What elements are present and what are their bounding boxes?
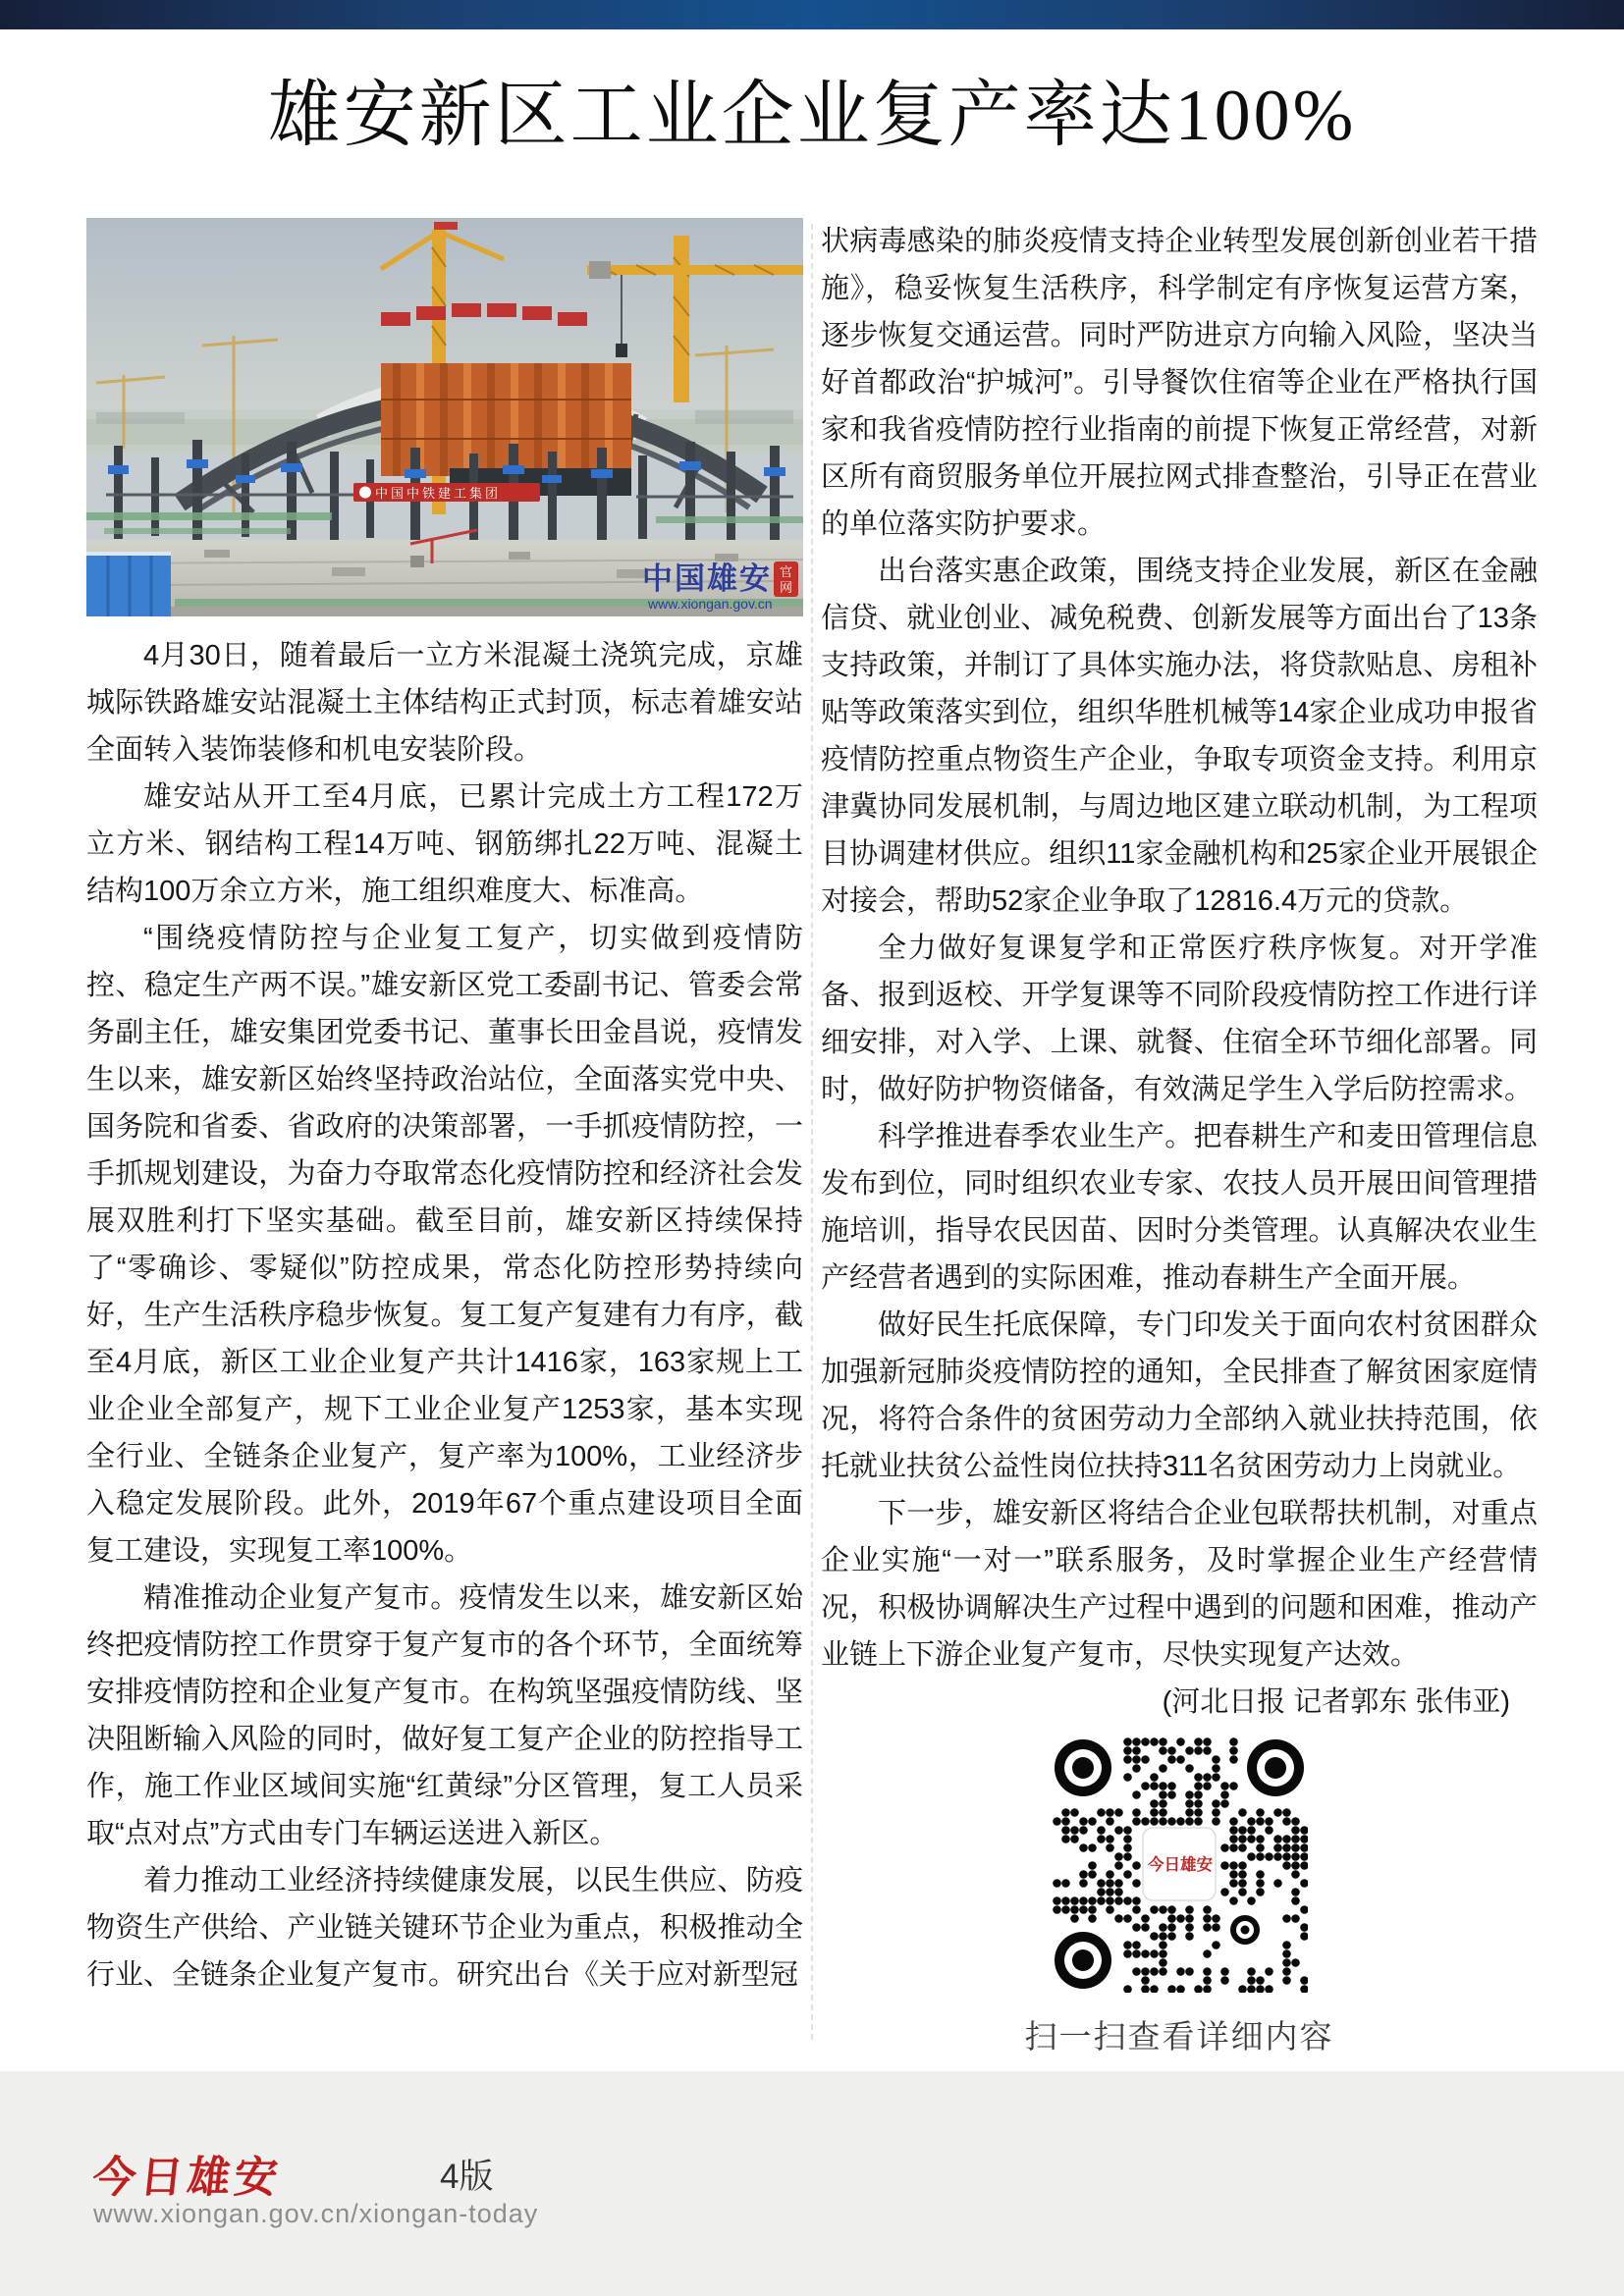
right-column-text <box>821 218 1538 1679</box>
qr-finder-top-right <box>1247 1739 1304 1796</box>
paragraph: 状病毒感染的肺炎疫情支持企业转型发展创新创业若干措施》，稳妥恢复生活秩序，科学制定有序恢复运营方案，逐步恢复交通运营。同时严防进京方向输入风险，坚决当好首都政治“护城河”。引导餐饮住宿等企业在严格执行国家和我省疫情防控行业指南的前提下恢复正常经营，对新区所有商贸服务单位开展拉网式排查整治，引导正在营业的单位落实防护要求。 <box>821 226 1538 540</box>
qr-caption: 扫一扫查看详细内容 <box>1024 2018 1334 2055</box>
footer-logo: 今日雄安 <box>89 2154 285 2202</box>
paragraph: 科学推进春季农业生产。把春耕生产和麦田管理信息发布到位，同时组织农业专家、农技人员开展田间管理措施培训，指导农民因苗、因时分类管理。认真解决农业生产经营者遇到的实际困难，推动春耕生产全面开展。 <box>821 1121 1538 1294</box>
footer-url[interactable]: www.xiongan.gov.cn/xiongan-today <box>93 2199 539 2228</box>
qr-code <box>1051 1735 1308 1998</box>
paragraph: 出台落实惠企政策，围绕支持企业发展，新区在金融信贷、就业创业、减免税费、创新发展等方面出台了13条支持政策，并制订了具体实施办法，将贷款贴息、房租补贴等政策落实到位，组织华胜机械等14家企业成功申报省疫情防控重点物资生产企业，争取专项资金支持。利用京津冀协同发展机制，与周边地区建立联动机制，为工程项目协调建材供应。组织11家金融机构和25家企业开展银企对接会，帮助52家企业争取了12816.4万元的贷款。 <box>821 556 1538 917</box>
qr-center-label-text: 今日雄安 <box>1148 1855 1213 1874</box>
paragraph: 做好民生托底保障，专门印发关于面向农村贫困群众加强新冠肺炎疫情防控的通知，全民排查了解贫困家庭情况，将符合条件的贫困劳动力全部纳入就业扶持范围，依托就业扶贫公益性岗位扶持311名贫困劳动力上岗就业。 <box>821 1309 1538 1482</box>
byline: (河北日报 记者郭东 张伟亚) <box>1162 1686 1510 1718</box>
qr-finder-bottom-left <box>1055 1932 1111 1989</box>
watermark-seal-top: 官 <box>780 564 793 579</box>
watermark-seal-bottom: 网 <box>780 580 793 595</box>
company-banner-text: 中国中铁建工集团 <box>375 486 502 501</box>
blue-fence <box>86 552 171 616</box>
paragraph: 着力推动工业经济持续健康发展，以民生供应、防疫物资生产供给、产业链关键环节企业为重点，积极推动全行业、全链条企业复产复市。研究出台《关于应对新型冠 <box>86 1865 803 1991</box>
watermark-title: 中国雄安 <box>642 561 772 596</box>
qr-alignment-pattern <box>1230 1915 1260 1945</box>
paragraph: “围绕疫情防控与企业复工复产，切实做到疫情防控、稳定生产两不误。”雄安新区党工委副书记、管委会常务副主任，雄安集团党委书记、董事长田金昌说，疫情发生以来，雄安新区始终坚持政治站位，全面落实党中央、国务院和省委、省政府的决策部署，一手抓疫情防控，一手抓规划建设，为奋力夺取常态化疫情防控和经济社会发展双胜利打下坚实基础。截至目前，雄安新区持续保持了“零确诊、零疑似”防控成果，常态化防控形势持续向好，生产生活秩序稳步恢复。复工复产复建有力有序，截至4月底，新区工业企业复产共计1416家，163家规上工业企业全部复产，规下工业企业复产1253家，基本实现全行业、全链条企业复产，复产率为100%，工业经济步入稳定发展阶段。此外，2019年67个重点建设项目全面复工建设，实现复工率100%。 <box>86 923 803 1567</box>
footer-page-number: 4版 <box>440 2158 494 2196</box>
qr-center-label <box>1143 1828 1216 1900</box>
construction-site-photo <box>86 218 803 616</box>
right-column <box>821 218 1538 2057</box>
paragraph: 下一步，雄安新区将结合企业包联帮扶机制，对重点企业实施“一对一”联系服务，及时掌握企业生产经营情况，积极协调解决生产过程中遇到的问题和困难，推动产业链上下游企业复产复市，尽快实现复产达效。 <box>821 1498 1538 1671</box>
watermark-url: www.xiongan.gov.cn <box>648 596 773 612</box>
company-banner <box>353 483 540 502</box>
paragraph: 雄安站从开工至4月底，已累计完成土方工程172万立方米、钢结构工程14万吨、钢筋绑扎22万吨、混凝土结构100万余立方米，施工组织难度大、标准高。 <box>86 781 803 907</box>
top-accent-bar <box>0 0 1624 29</box>
left-column-text <box>86 632 803 1999</box>
page-title: 雄安新区工业企业复产率达100% <box>267 76 1357 156</box>
paragraph: 全力做好复课复学和正常医疗秩序恢复。对开学准备、报到返校、开学复课等不同阶段疫情防控工作进行详细安排，对入学、上课、就餐、住宿全环节细化部署。同时，做好防护物资储备，有效满足学生入学后防控需求。 <box>821 933 1538 1105</box>
paragraph: 4月30日，随着最后一立方米混凝土浇筑完成，京雄城际铁路雄安站混凝土主体结构正式封顶，标志着雄安站全面转入装饰装修和机电安装阶段。 <box>86 640 803 766</box>
paragraph: 精准推动企业复产复市。疫情发生以来，雄安新区始终把疫情防控工作贯穿于复产复市的各个环节，全面统筹安排疫情防控和企业复产复市。在构筑坚强疫情防线、坚决阻断输入风险的同时，做好复工复产企业的防控指导工作，施工作业区域间实施“红黄绿”分区管理，复工人员采取“点对点”方式由专门车辆运送进入新区。 <box>86 1582 803 1849</box>
column-divider <box>811 224 813 2040</box>
left-column <box>86 218 803 2057</box>
footer <box>0 2071 1624 2296</box>
qr-finder-top-left <box>1055 1739 1111 1796</box>
article-content <box>86 218 1538 2057</box>
